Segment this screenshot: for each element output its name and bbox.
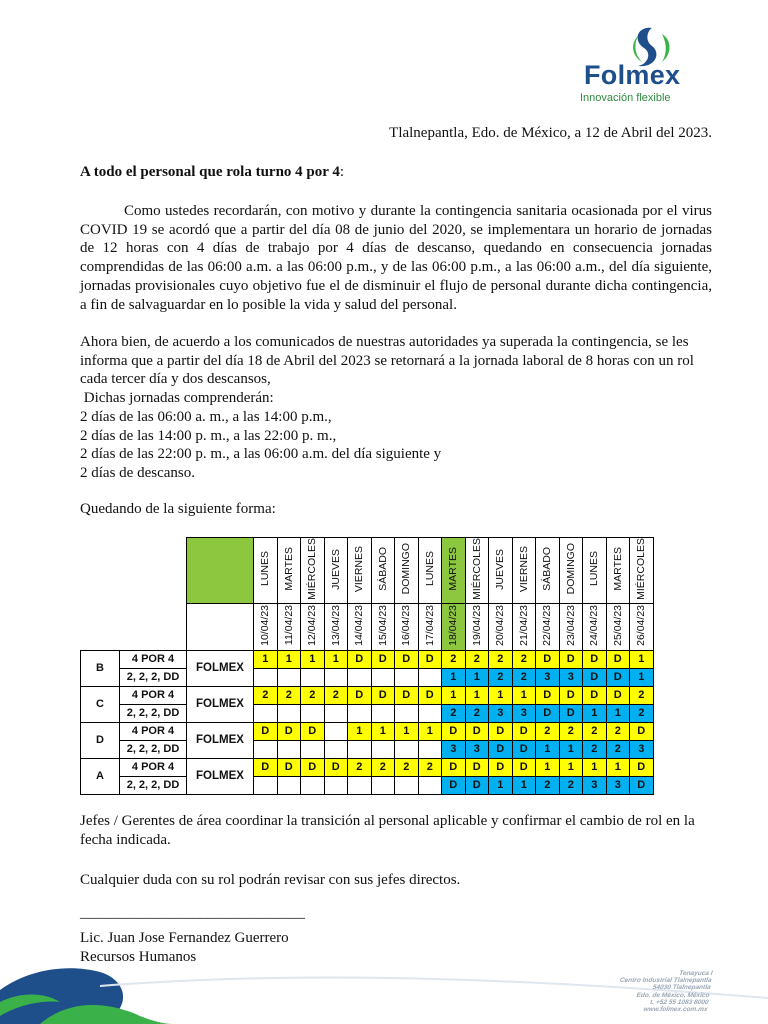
old-shift-cell: D: [277, 722, 301, 740]
new-shift-cell: [254, 668, 278, 686]
date-header: [489, 603, 513, 650]
new-shift-cell: 2: [559, 776, 583, 794]
new-shift-cell: 2: [465, 704, 489, 722]
old-shift-cell: D: [559, 686, 583, 704]
old-shift-cell: D: [254, 758, 278, 776]
day-header: [324, 538, 348, 604]
new-shift-cell: 1: [583, 704, 607, 722]
new-shift-label: 2, 2, 2, DD: [120, 704, 187, 722]
new-shift-cell: [254, 740, 278, 758]
table-corner: [81, 538, 187, 651]
date-header: [559, 603, 583, 650]
new-shift-cell: 1: [489, 776, 513, 794]
new-shift-cell: [301, 668, 325, 686]
new-shift-cell: D: [512, 740, 536, 758]
date-label: 10/04/23: [259, 604, 272, 646]
old-shift-cell: D: [465, 758, 489, 776]
new-shift-cell: 3: [465, 740, 489, 758]
new-shift-cell: [395, 704, 419, 722]
new-shift-cell: 2: [630, 704, 654, 722]
footer-address-line: 54030 Tlalnepantla: [652, 984, 712, 992]
old-shift-cell: 2: [489, 650, 513, 668]
old-shift-cell: D: [395, 686, 419, 704]
paragraph-1-text: Como ustedes recordarán, con motivo y durante la contingencia sanitaria ocasionada por el virus COVID 19 se acordó que a partir del día 08 de junio del 2020, se implementara un horario de jornadas de 12 horas con 4 días de trabajo por 4 días de descanso, quedando en consecuencia jornadas comprendidas de las 06:00 a.m. a las 06:00 p.m., y de las 06:00 p.m., a las 06:00 a.m., del día siguiente, jornadas provisionales cuyo objetivo fue el de disminuir el flujo de personal durante dicha contingencia, a fin de salvaguardar en lo posible la vida y salud del personal.: [80, 203, 712, 313]
group-label: C: [81, 686, 120, 722]
day-header: [512, 538, 536, 604]
old-shift-cell: D: [324, 758, 348, 776]
company-label: FOLMEX: [187, 758, 254, 794]
day-label: JUEVES: [329, 548, 342, 590]
day-label: LUNES: [259, 551, 272, 587]
old-shift-cell: D: [512, 758, 536, 776]
old-shift-cell: D: [418, 650, 442, 668]
old-shift-cell: 2: [442, 650, 466, 668]
date-header: [254, 603, 278, 650]
new-shift-cell: [324, 668, 348, 686]
old-shift-cell: D: [395, 650, 419, 668]
day-label: VIERNES: [517, 545, 530, 592]
day-label: VIERNES: [353, 545, 366, 592]
old-shift-label: 4 POR 4: [120, 686, 187, 704]
date-header: [442, 603, 466, 650]
date-header: [418, 603, 442, 650]
day-header: [559, 538, 583, 604]
new-shift-cell: [371, 776, 395, 794]
date-header: [465, 603, 489, 650]
date-header: [536, 603, 560, 650]
old-shift-cell: 1: [277, 650, 301, 668]
old-shift-cell: 2: [371, 758, 395, 776]
day-header: [395, 538, 419, 604]
old-shift-cell: 1: [512, 686, 536, 704]
letter-heading: [80, 163, 344, 182]
old-shift-cell: [324, 722, 348, 740]
company-label: FOLMEX: [187, 650, 254, 686]
new-shift-cell: 2: [536, 776, 560, 794]
old-shift-label: 4 POR 4: [120, 650, 187, 668]
new-shift-cell: D: [465, 776, 489, 794]
date-label: 19/04/23: [470, 604, 483, 646]
old-shift-cell: D: [536, 686, 560, 704]
new-shift-cell: [418, 668, 442, 686]
old-shift-cell: D: [536, 650, 560, 668]
old-shift-cell: 1: [465, 686, 489, 704]
new-shift-cell: [277, 668, 301, 686]
group-label: D: [81, 722, 120, 758]
day-header: [418, 538, 442, 604]
old-shift-cell: D: [371, 650, 395, 668]
paragraph-2-line: Ahora bien, de acuerdo a los comunicados de nuestras autoridades ya superada la contingencia, se les informa que a partir del día 18 de Abril del 2023 se retornará a la jornada laboral de 8 horas con un rol cada tercer día y dos descansos,: [80, 334, 694, 388]
footer-address-line: t. +52 55 1083 8000: [649, 998, 709, 1006]
old-shift-cell: 1: [324, 650, 348, 668]
day-label: DOMINGO: [400, 543, 413, 595]
new-shift-label: 2, 2, 2, DD: [120, 668, 187, 686]
new-shift-label: 2, 2, 2, DD: [120, 740, 187, 758]
old-shift-cell: D: [512, 722, 536, 740]
new-shift-cell: [254, 704, 278, 722]
old-shift-cell: 1: [606, 758, 630, 776]
old-shift-cell: D: [630, 722, 654, 740]
new-shift-cell: [418, 776, 442, 794]
new-shift-cell: [418, 704, 442, 722]
day-header: [371, 538, 395, 604]
new-shift-cell: 2: [442, 704, 466, 722]
day-label: MIÉRCOLES: [306, 538, 319, 600]
old-shift-cell: 2: [301, 686, 325, 704]
old-shift-cell: 1: [371, 722, 395, 740]
day-label: MARTES: [611, 547, 624, 591]
paragraph-2-line: 2 días de las 22:00 p. m., a las 06:00 a.m. del día siguiente y: [80, 446, 442, 463]
brand-tagline: Innovación flexible: [580, 92, 671, 104]
new-shift-cell: [254, 776, 278, 794]
date-label: 16/04/23: [400, 604, 413, 646]
paragraph-2: [80, 333, 712, 483]
new-shift-cell: 2: [512, 668, 536, 686]
old-shift-cell: D: [630, 758, 654, 776]
heading-suffix: :: [339, 164, 345, 180]
old-shift-cell: 1: [348, 722, 372, 740]
old-shift-cell: 2: [395, 758, 419, 776]
old-shift-cell: D: [254, 722, 278, 740]
place-date: Tlalnepantla, Edo. de México, a 12 de Abril del 2023.: [389, 125, 712, 141]
date-label: 26/04/23: [635, 604, 648, 646]
date-header: [324, 603, 348, 650]
new-shift-cell: [324, 776, 348, 794]
new-shift-cell: [371, 668, 395, 686]
day-header: [277, 538, 301, 604]
day-header: [348, 538, 372, 604]
footer-address-line: Tenayuca I: [678, 970, 714, 977]
old-shift-cell: 1: [489, 686, 513, 704]
new-shift-cell: 3: [536, 668, 560, 686]
paragraph-2-line: 2 días de descanso.: [80, 464, 195, 481]
day-label: JUEVES: [494, 548, 507, 590]
footer-address-line: www.folmex.com.mx: [642, 1006, 708, 1014]
new-shift-cell: 3: [512, 704, 536, 722]
new-shift-cell: 2: [606, 740, 630, 758]
closing-questions: Cualquier duda con su rol podrán revisar con sus jefes directos.: [80, 872, 461, 888]
date-label: 13/04/23: [329, 604, 342, 646]
new-shift-cell: 1: [536, 740, 560, 758]
date-label: 22/04/23: [541, 604, 554, 646]
company-label: FOLMEX: [187, 722, 254, 758]
company-label: FOLMEX: [187, 686, 254, 722]
day-label: SÁBADO: [541, 547, 554, 591]
date-label: 15/04/23: [376, 604, 389, 646]
old-shift-cell: 1: [536, 758, 560, 776]
old-shift-cell: 2: [348, 758, 372, 776]
day-label: MIÉRCOLES: [635, 538, 648, 600]
old-shift-cell: 2: [583, 722, 607, 740]
old-shift-cell: D: [583, 650, 607, 668]
old-shift-cell: 1: [395, 722, 419, 740]
new-shift-cell: 3: [559, 668, 583, 686]
new-shift-cell: 3: [442, 740, 466, 758]
old-shift-cell: D: [348, 650, 372, 668]
day-header: [301, 538, 325, 604]
new-shift-cell: D: [442, 776, 466, 794]
old-shift-cell: D: [583, 686, 607, 704]
new-shift-cell: [371, 704, 395, 722]
day-header: [536, 538, 560, 604]
new-shift-cell: 1: [606, 704, 630, 722]
paragraph-2-line: Dichas jornadas comprenderán:: [80, 390, 274, 407]
date-label: 25/04/23: [611, 604, 624, 646]
day-label: DOMINGO: [564, 543, 577, 595]
old-shift-cell: 1: [254, 650, 278, 668]
old-shift-cell: D: [489, 722, 513, 740]
paragraph-1: [80, 202, 712, 314]
new-shift-cell: [418, 740, 442, 758]
old-shift-cell: 2: [277, 686, 301, 704]
signer-name: Lic. Juan Jose Fernandez Guerrero: [80, 930, 289, 946]
old-shift-cell: 2: [536, 722, 560, 740]
old-shift-cell: 2: [559, 722, 583, 740]
footer-address-line: Centro Industrial Tlalnepantla: [619, 977, 713, 985]
footer-address-line: Edo. de México, México: [636, 991, 710, 999]
date-header: [512, 603, 536, 650]
closing-instruction: Jefes / Gerentes de área coordinar la transición al personal aplicable y confirmar el cambio de rol en la fecha indicada.: [80, 813, 695, 848]
old-shift-cell: D: [442, 722, 466, 740]
new-shift-label: 2, 2, 2, DD: [120, 776, 187, 794]
old-shift-cell: D: [442, 758, 466, 776]
new-shift-cell: 2: [583, 740, 607, 758]
new-shift-cell: 1: [465, 668, 489, 686]
old-shift-cell: 2: [512, 650, 536, 668]
day-header: [606, 538, 630, 604]
new-shift-cell: [277, 776, 301, 794]
new-shift-cell: [301, 704, 325, 722]
day-label: MARTES: [447, 547, 460, 591]
old-shift-cell: D: [301, 722, 325, 740]
new-shift-cell: D: [489, 740, 513, 758]
day-label: LUNES: [588, 551, 601, 587]
day-label: MARTES: [282, 547, 295, 591]
new-shift-cell: 3: [583, 776, 607, 794]
old-shift-cell: D: [559, 650, 583, 668]
new-shift-cell: [324, 704, 348, 722]
old-shift-cell: D: [606, 650, 630, 668]
date-label: 23/04/23: [564, 604, 577, 646]
new-shift-cell: D: [559, 704, 583, 722]
old-shift-cell: D: [277, 758, 301, 776]
old-shift-cell: 1: [583, 758, 607, 776]
new-shift-cell: D: [606, 668, 630, 686]
new-shift-cell: [348, 776, 372, 794]
new-shift-cell: 1: [512, 776, 536, 794]
old-shift-cell: 2: [606, 722, 630, 740]
date-label: 20/04/23: [494, 604, 507, 646]
old-shift-cell: D: [301, 758, 325, 776]
day-header: [583, 538, 607, 604]
new-shift-cell: [301, 776, 325, 794]
old-shift-cell: 1: [559, 758, 583, 776]
date-header: [395, 603, 419, 650]
new-shift-cell: [395, 668, 419, 686]
folmex-logo: [534, 20, 694, 122]
day-label: LUNES: [423, 551, 436, 587]
new-shift-cell: [395, 740, 419, 758]
date-label: 18/04/23: [447, 604, 460, 646]
group-label: A: [81, 758, 120, 794]
old-shift-label: 4 POR 4: [120, 722, 187, 740]
old-shift-cell: 2: [418, 758, 442, 776]
new-shift-cell: D: [630, 776, 654, 794]
old-shift-cell: 1: [418, 722, 442, 740]
date-header: [348, 603, 372, 650]
new-shift-cell: 1: [630, 668, 654, 686]
new-shift-cell: [277, 704, 301, 722]
date-header: [371, 603, 395, 650]
old-shift-cell: D: [465, 722, 489, 740]
new-shift-cell: [348, 668, 372, 686]
day-header: [489, 538, 513, 604]
new-shift-cell: 3: [606, 776, 630, 794]
date-label: 12/04/23: [306, 604, 319, 646]
old-shift-label: 4 POR 4: [120, 758, 187, 776]
old-shift-cell: D: [418, 686, 442, 704]
old-shift-cell: D: [489, 758, 513, 776]
day-header: [465, 538, 489, 604]
day-header: [254, 538, 278, 604]
old-shift-cell: 2: [630, 686, 654, 704]
day-header: [442, 538, 466, 604]
brand-name: Folmex: [584, 60, 681, 90]
old-shift-cell: 1: [301, 650, 325, 668]
new-shift-cell: [348, 740, 372, 758]
new-shift-cell: [348, 704, 372, 722]
date-header: [277, 603, 301, 650]
old-shift-cell: 2: [465, 650, 489, 668]
new-shift-cell: 3: [630, 740, 654, 758]
new-shift-cell: 1: [442, 668, 466, 686]
new-shift-cell: D: [536, 704, 560, 722]
old-shift-cell: D: [371, 686, 395, 704]
table-header-highlight: [187, 538, 254, 604]
date-label: 24/04/23: [588, 604, 601, 646]
new-shift-cell: [324, 740, 348, 758]
signature-line: ______________________________: [80, 905, 305, 921]
new-shift-cell: 1: [559, 740, 583, 758]
new-shift-cell: [277, 740, 301, 758]
old-shift-cell: 2: [324, 686, 348, 704]
day-header: [630, 538, 654, 604]
lead-in: Quedando de la siguiente forma:: [80, 501, 276, 517]
group-label: B: [81, 650, 120, 686]
day-label: SÁBADO: [376, 547, 389, 591]
heading-text: A todo el personal que rola turno 4 por 4: [80, 164, 340, 180]
date-label: 17/04/23: [423, 604, 436, 646]
date-label: 11/04/23: [282, 605, 295, 646]
old-shift-cell: 2: [254, 686, 278, 704]
signer-department: Recursos Humanos: [80, 949, 197, 965]
new-shift-cell: 3: [489, 704, 513, 722]
new-shift-cell: [371, 740, 395, 758]
date-header: [630, 603, 654, 650]
date-header: [583, 603, 607, 650]
old-shift-cell: D: [606, 686, 630, 704]
new-shift-cell: 2: [489, 668, 513, 686]
paragraph-2-line: 2 días de las 14:00 p. m., a las 22:00 p. m.,: [80, 427, 337, 444]
footer-address: [555, 970, 713, 1013]
table-header-blank: [187, 603, 254, 650]
old-shift-cell: D: [348, 686, 372, 704]
day-label: MIÉRCOLES: [470, 538, 483, 600]
date-header: [301, 603, 325, 650]
paragraph-2-line: 2 días de las 06:00 a. m., a las 14:00 p.m.,: [80, 408, 332, 425]
old-shift-cell: 1: [630, 650, 654, 668]
date-label: 14/04/23: [353, 604, 366, 646]
date-label: 21/04/23: [517, 604, 530, 646]
new-shift-cell: D: [583, 668, 607, 686]
date-header: [606, 603, 630, 650]
old-shift-cell: 1: [442, 686, 466, 704]
new-shift-cell: [395, 776, 419, 794]
schedule-table: [80, 537, 654, 795]
new-shift-cell: [301, 740, 325, 758]
